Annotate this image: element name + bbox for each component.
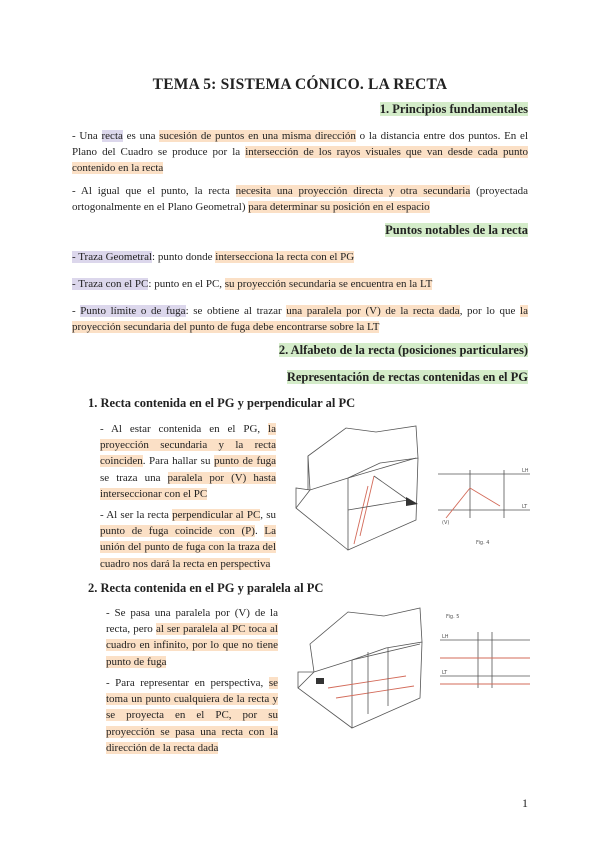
text-block-perpendicular-1: - Al estar contenida en el PG, la proyección secundaria y la recta coinciden. Para hallar su punto de fuga se traza una paralela por (V) hasta interseccionar con el PC <box>100 423 276 500</box>
figure-label-5: Fig. 5 <box>446 614 460 620</box>
section-heading-representacion: Representación de rectas contenidas en el PG <box>286 370 528 384</box>
text-block-perpendicular-2: - Al ser la recta perpendicular al PC, su punto de fuga coincide con (P). La unión del punto de fuga con la traza del cuadro nos dará la recta en perspectiva <box>100 509 277 570</box>
figure-paralela-perspective <box>288 602 438 734</box>
figure-label-4: Fig. 4 <box>476 540 490 546</box>
paragraph-proyeccion: - Al igual que el punto, la recta necesita una proyección directa y otra secundaria (proyectada ortogonalmente en el Plano Geometral) para determinar su posición en el espacio <box>72 185 528 214</box>
figure-perpendicular-perspective <box>288 418 438 560</box>
svg-text:LT: LT <box>442 670 448 676</box>
paragraph-punto-fuga: - Punto límite o de fuga: se obtiene al trazar una paralela por (V) de la recta dada, por lo que la proyección secundaria del punto de fuga debe encontrarse sobre la LT <box>72 305 528 334</box>
text-block-paralela-1: - Se pasa una paralela por (V) de la recta, pero al ser paralela al PC toca al cuadro en infinito, por lo que no tiene punto de fuga <box>106 607 278 668</box>
item-heading-perpendicular: 1. Recta contenida en el PG y perpendicular al PC <box>88 396 356 410</box>
paragraph-definicion-recta: - Una recta es una sucesión de puntos en una misma dirección o la distancia entre dos puntos. En el Plano del Cuadro se produce por la intersección de los rayos visuales que van desde cada punto contenido en la recta <box>72 130 529 175</box>
item-heading-paralela: 2. Recta contenida en el PG y paralela al PC <box>88 581 324 595</box>
paragraph-traza-pc: - Traza con el PC: punto en el PC, su proyección secundaria se encuentra en la LT <box>72 278 433 290</box>
figure-perpendicular-flat <box>436 466 532 546</box>
page-title: TEMA 5: SISTEMA CÓNICO. LA RECTA <box>152 76 448 93</box>
section-heading-principios: 1. Principios fundamentales <box>379 102 528 116</box>
figure-paralela-flat <box>438 618 532 700</box>
svg-text:LH: LH <box>442 634 449 640</box>
section-heading-puntos-notables: Puntos notables de la recta <box>385 223 528 237</box>
page-number: 1 <box>522 796 528 810</box>
section-heading-alfabeto: 2. Alfabeto de la recta (posiciones particulares) <box>278 343 528 357</box>
svg-text:(V): (V) <box>442 520 450 526</box>
svg-text:LH: LH <box>522 468 529 474</box>
paragraph-traza-geometral: - Traza Geometral: punto donde intersecciona la recta con el PG <box>72 251 355 263</box>
svg-text:LT: LT <box>522 504 528 510</box>
text-block-paralela-2: - Para representar en perspectiva, se toma un punto cualquiera de la recta y se proyecta en el PC, por su proyección se pasa una recta con la dirección de la recta dada <box>106 677 278 754</box>
